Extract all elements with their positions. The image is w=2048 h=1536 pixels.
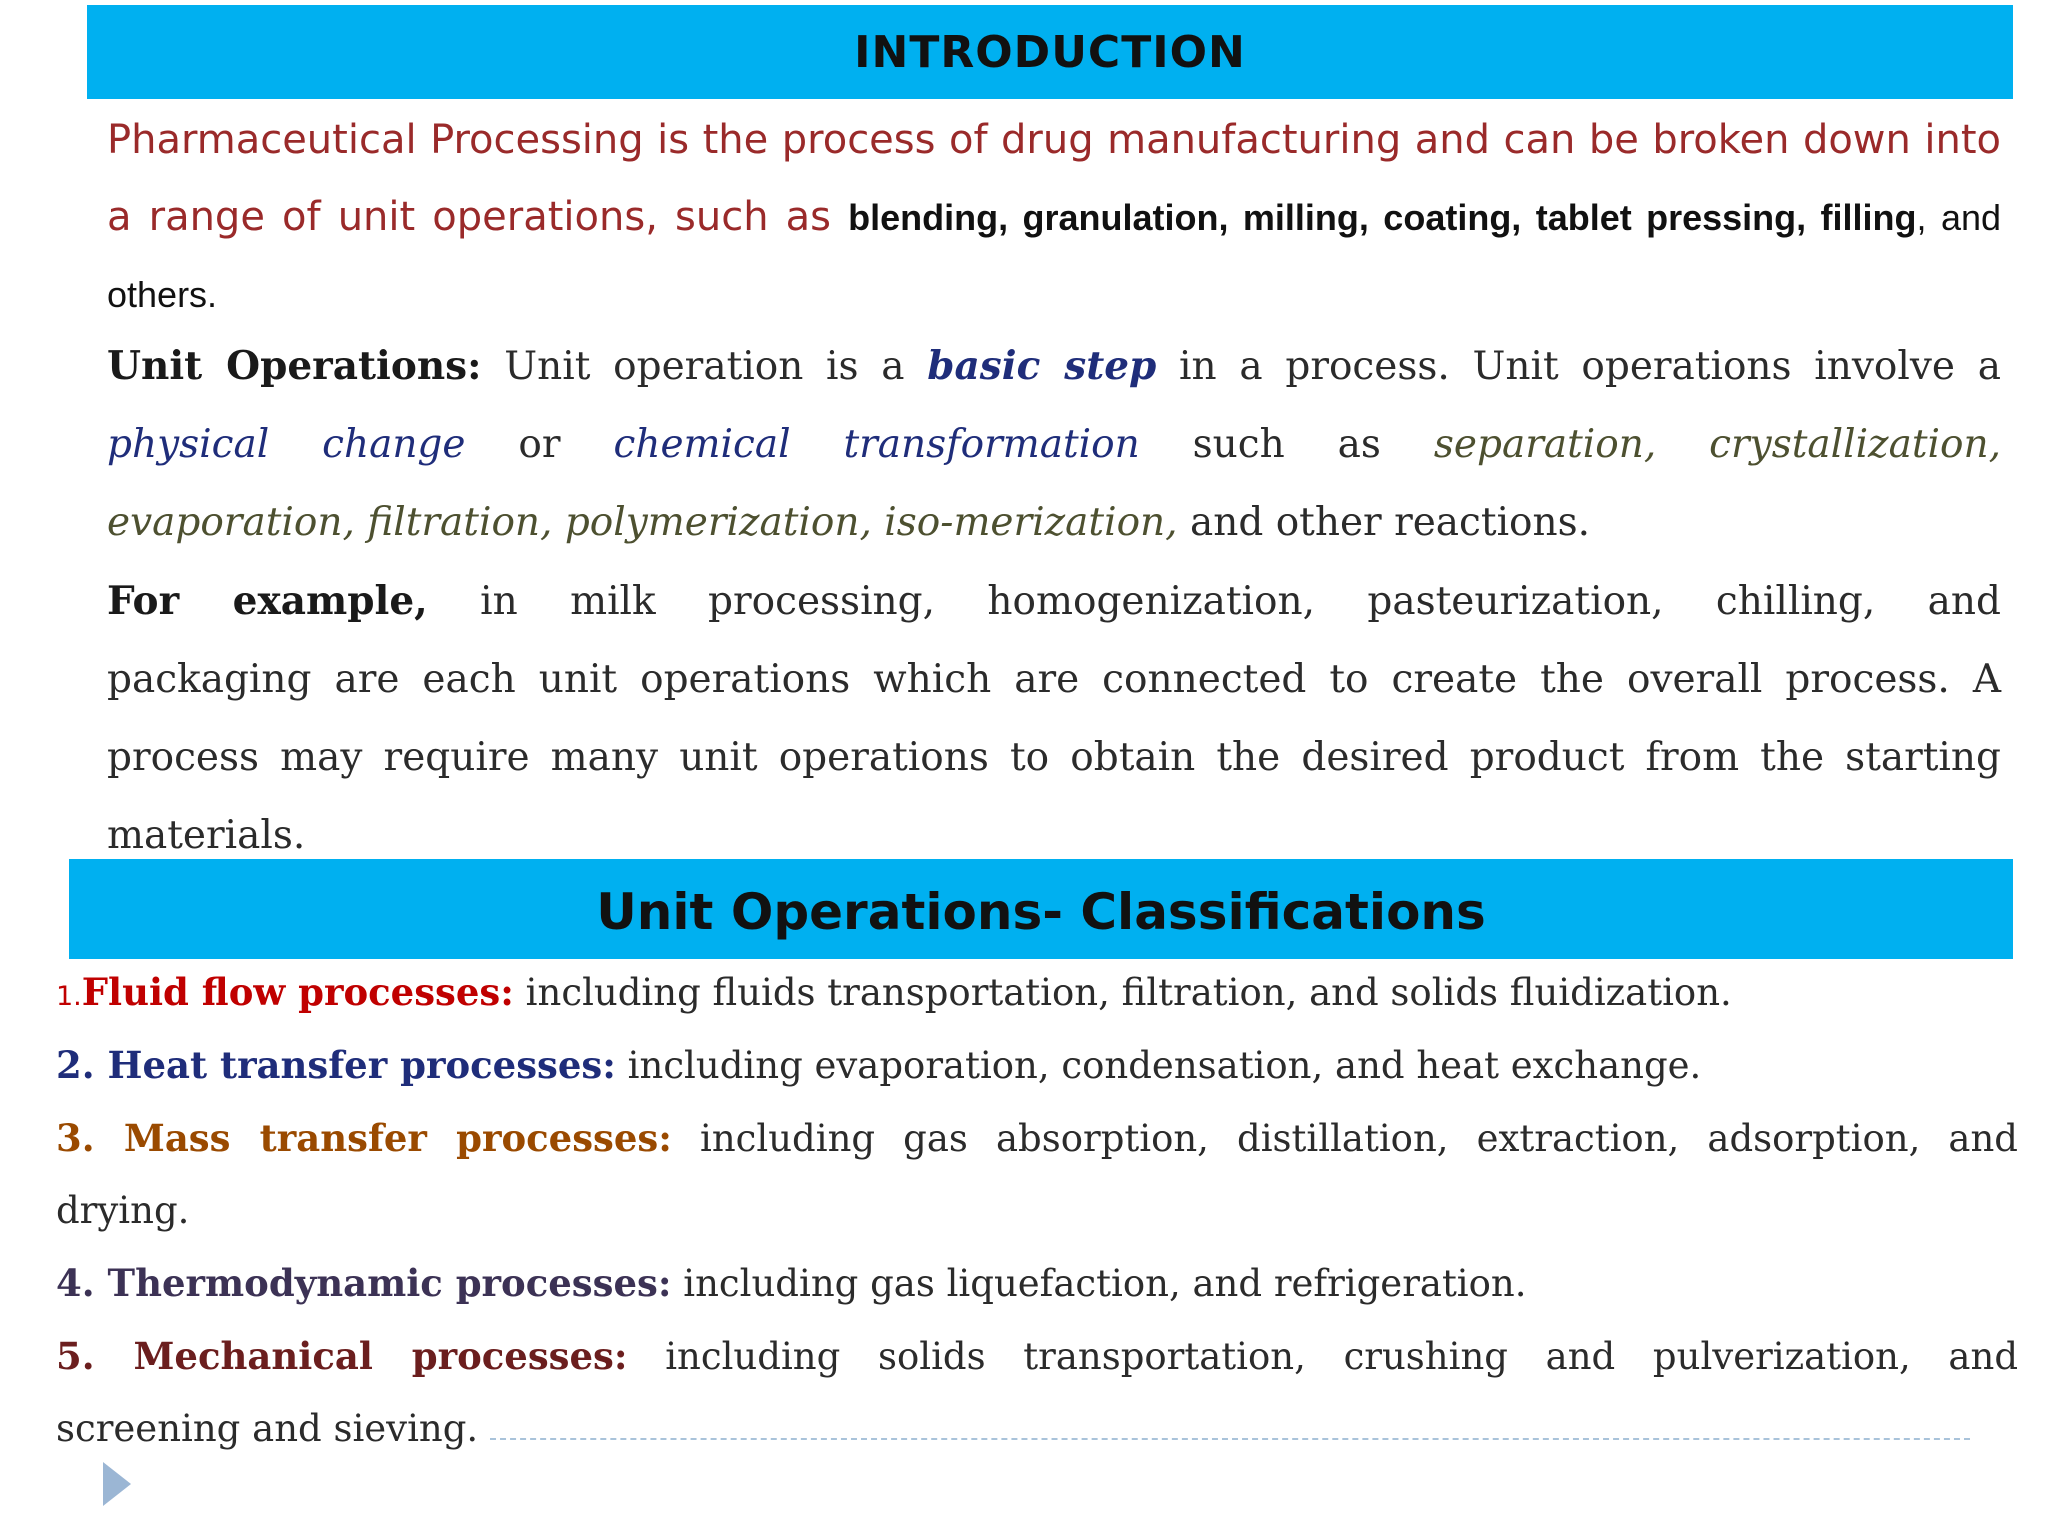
classification-item-fluid-flow (56, 956, 2018, 1033)
play-arrow-icon[interactable] (103, 1462, 131, 1506)
item-text-continued: drying. (56, 1189, 190, 1232)
unitops-such-as: such as (1139, 422, 1434, 467)
intro-line-2 (107, 179, 2001, 256)
example-line-2: packaging are each unit operations which are connected to create the overall process. A (107, 657, 2001, 702)
item-number: 4. (56, 1261, 95, 1305)
item-text: including solids transportation, crushing and pulverization, and (627, 1335, 2018, 1378)
item-label: Mass transfer processes: (123, 1116, 672, 1160)
item-label: Mechanical processes: (133, 1334, 628, 1378)
example-line-3: process may require many unit operations to obtain the desired product from the starting (107, 735, 2001, 780)
classification-item-heat-transfer (56, 1029, 2018, 1102)
example-paragraph (107, 562, 2001, 875)
basic-step-emphasis: basic step (927, 343, 1157, 389)
footer-divider (490, 1438, 1970, 1440)
intro-paragraph (107, 102, 2001, 333)
unit-operation-terms: blending, granulation, milling, coating, tablet pressing, filling (848, 197, 1917, 238)
item-number: 5. (56, 1334, 95, 1378)
evaporation-terms: evaporation, filtration, polymerization, iso-merization, (107, 500, 1178, 545)
classification-line (56, 1029, 2018, 1102)
unitops-text-b: in a process. Unit operations involve a (1156, 344, 2001, 389)
unitops-line-2 (107, 406, 2001, 484)
introduction-title: INTRODUCTION (854, 26, 1246, 78)
unitops-text-a: Unit operation is a (481, 344, 928, 389)
unitops-line-3 (107, 484, 2001, 562)
intro-line-3: others. (107, 274, 218, 315)
classification-item-mechanical (56, 1320, 2018, 1465)
physical-change-term: physical change (107, 422, 466, 467)
item-text: including gas absorption, distillation, extraction, adsorption, and (671, 1117, 2018, 1160)
separation-terms: separation, crystallization, (1433, 422, 2001, 467)
intro-line-2-tail: , and (1916, 197, 2002, 238)
item-number: 2. (56, 1043, 95, 1087)
unitops-or: or (465, 422, 614, 467)
example-line-1 (107, 562, 2001, 641)
item-text: including evaporation, condensation, and heat exchange. (615, 1044, 1702, 1087)
classification-item-mass-transfer (56, 1102, 2018, 1247)
unitops-line-1 (107, 327, 2001, 406)
classification-line (56, 1102, 2018, 1175)
chemical-transformation-term: chemical transformation (613, 422, 1140, 467)
item-text: including gas liquefaction, and refrigeration. (671, 1262, 1527, 1305)
item-label: Fluid flow processes: (81, 970, 514, 1014)
intro-line-2-lead: a range of unit operations, such as (107, 194, 849, 240)
unit-operations-label: Unit Operations: (107, 343, 482, 389)
item-text-continued: screening and sieving. (56, 1407, 479, 1450)
item-label: Heat transfer processes: (107, 1043, 616, 1087)
classification-item-thermodynamic (56, 1247, 2018, 1320)
example-text-1: in milk processing, homogenization, pasteurization, chilling, and (427, 579, 2001, 624)
unitops-other-reactions: and other reactions. (1177, 500, 1591, 545)
item-text: including fluids transportation, filtration, and solids fluidization. (513, 971, 1732, 1014)
introduction-banner (87, 5, 2013, 99)
classification-line (56, 1247, 2018, 1320)
classification-line (56, 956, 2018, 1033)
intro-line-1: Pharmaceutical Processing is the process of drug manufacturing and can be broken down into (107, 117, 2001, 163)
item-number: 3. (56, 1116, 95, 1160)
classifications-title: Unit Operations- Classifications (596, 883, 1486, 941)
unit-operations-paragraph (107, 327, 2001, 562)
example-line-4: materials. (107, 813, 306, 858)
item-label: Thermodynamic processes: (107, 1261, 672, 1305)
classifications-banner (69, 859, 2013, 959)
classification-line (56, 1320, 2018, 1393)
item-number: 1. (56, 981, 82, 1012)
for-example-label: For example, (107, 578, 428, 624)
